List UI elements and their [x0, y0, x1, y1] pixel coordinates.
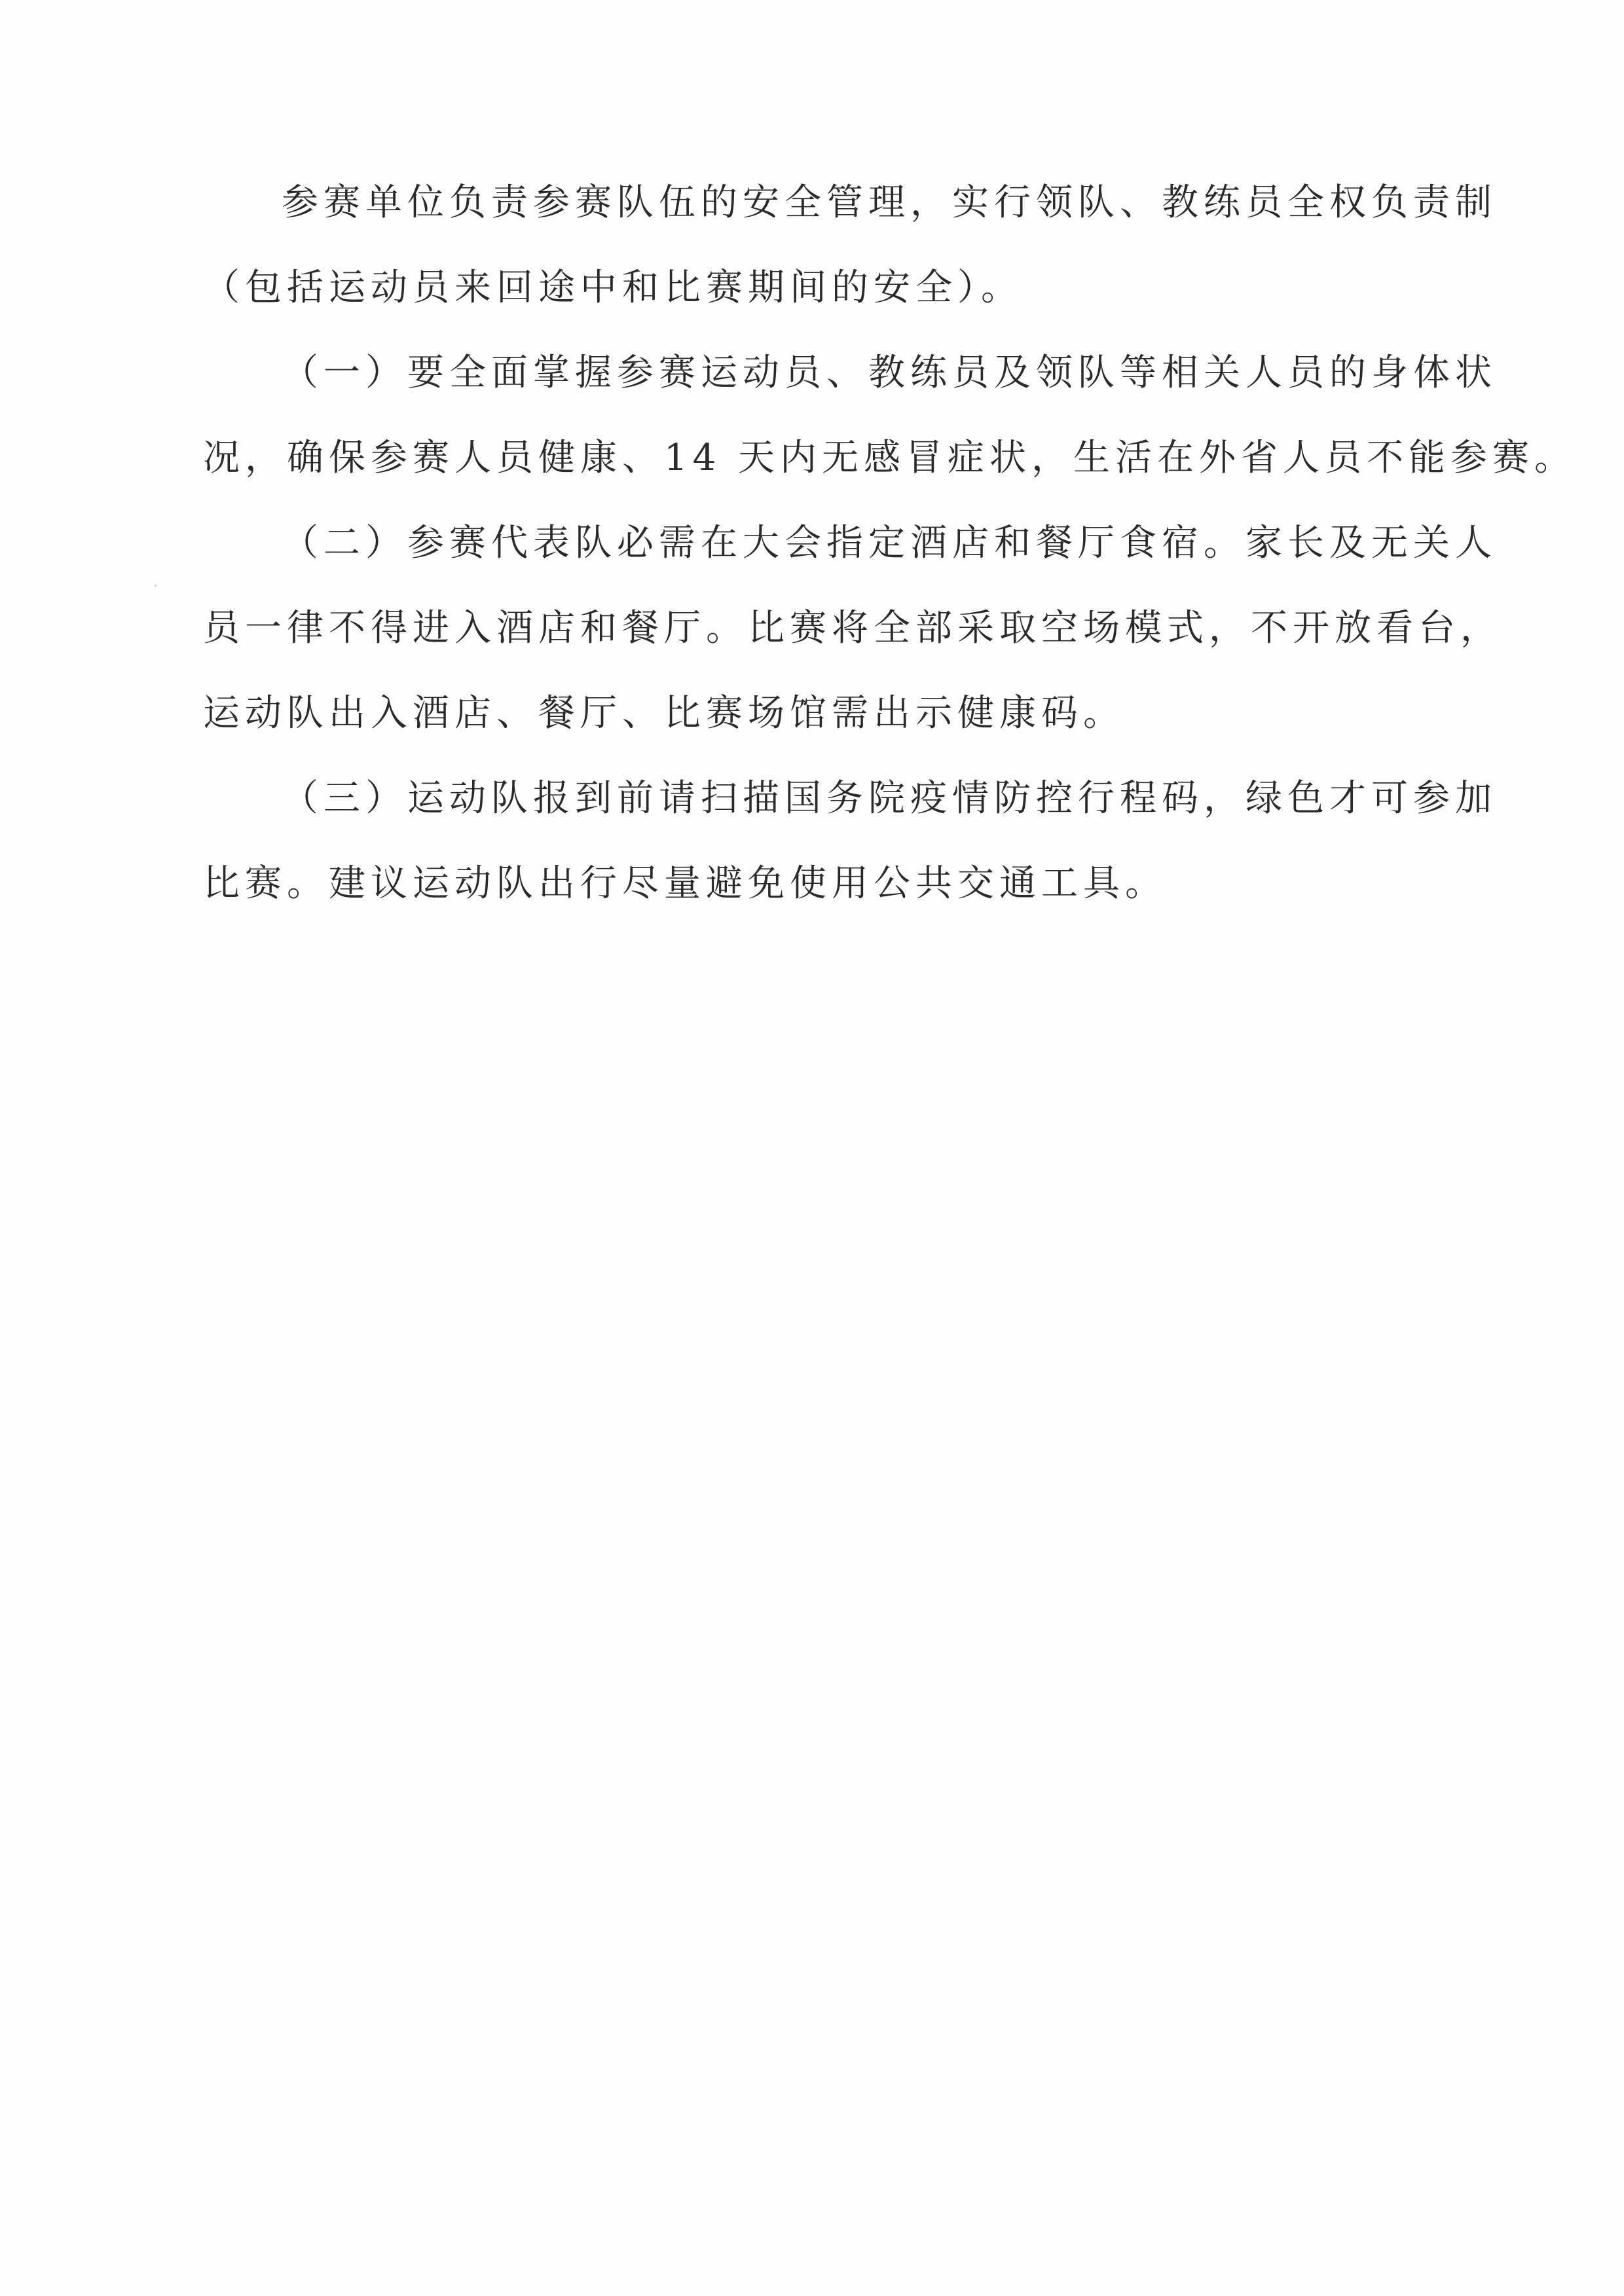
paragraph-item-1-line-2: 况，确保参赛人员健康、14 天内无感冒症状，生活在外省人员不能参赛。	[203, 437, 1577, 479]
paragraph-item-2-line-1: （二）参赛代表队必需在大会指定酒店和餐厅食宿。家长及无关人	[282, 522, 1497, 564]
paragraph-intro-line-1: 参赛单位负责参赛队伍的安全管理，实行领队、教练员全权负责制	[282, 181, 1497, 224]
scan-artifact	[155, 585, 157, 587]
paragraph-item-3-line-1: （三）运动队报到前请扫描国务院疫情防控行程码，绿色才可参加	[282, 777, 1497, 820]
paragraph-item-2-line-3: 运动队出入酒店、餐厅、比赛场馆需出示健康码。	[203, 692, 1125, 735]
paragraph-item-3-line-2: 比赛。建议运动队出行尽量避免使用公共交通工具。	[203, 862, 1167, 905]
paragraph-item-2-line-2: 员一律不得进入酒店和餐厅。比赛将全部采取空场模式，不开放看台，	[203, 607, 1502, 649]
paragraph-intro-line-2: （包括运动员来回途中和比赛期间的安全）。	[203, 266, 1023, 309]
paragraph-item-1-line-1: （一）要全面掌握参赛运动员、教练员及领队等相关人员的身体状	[282, 352, 1497, 394]
